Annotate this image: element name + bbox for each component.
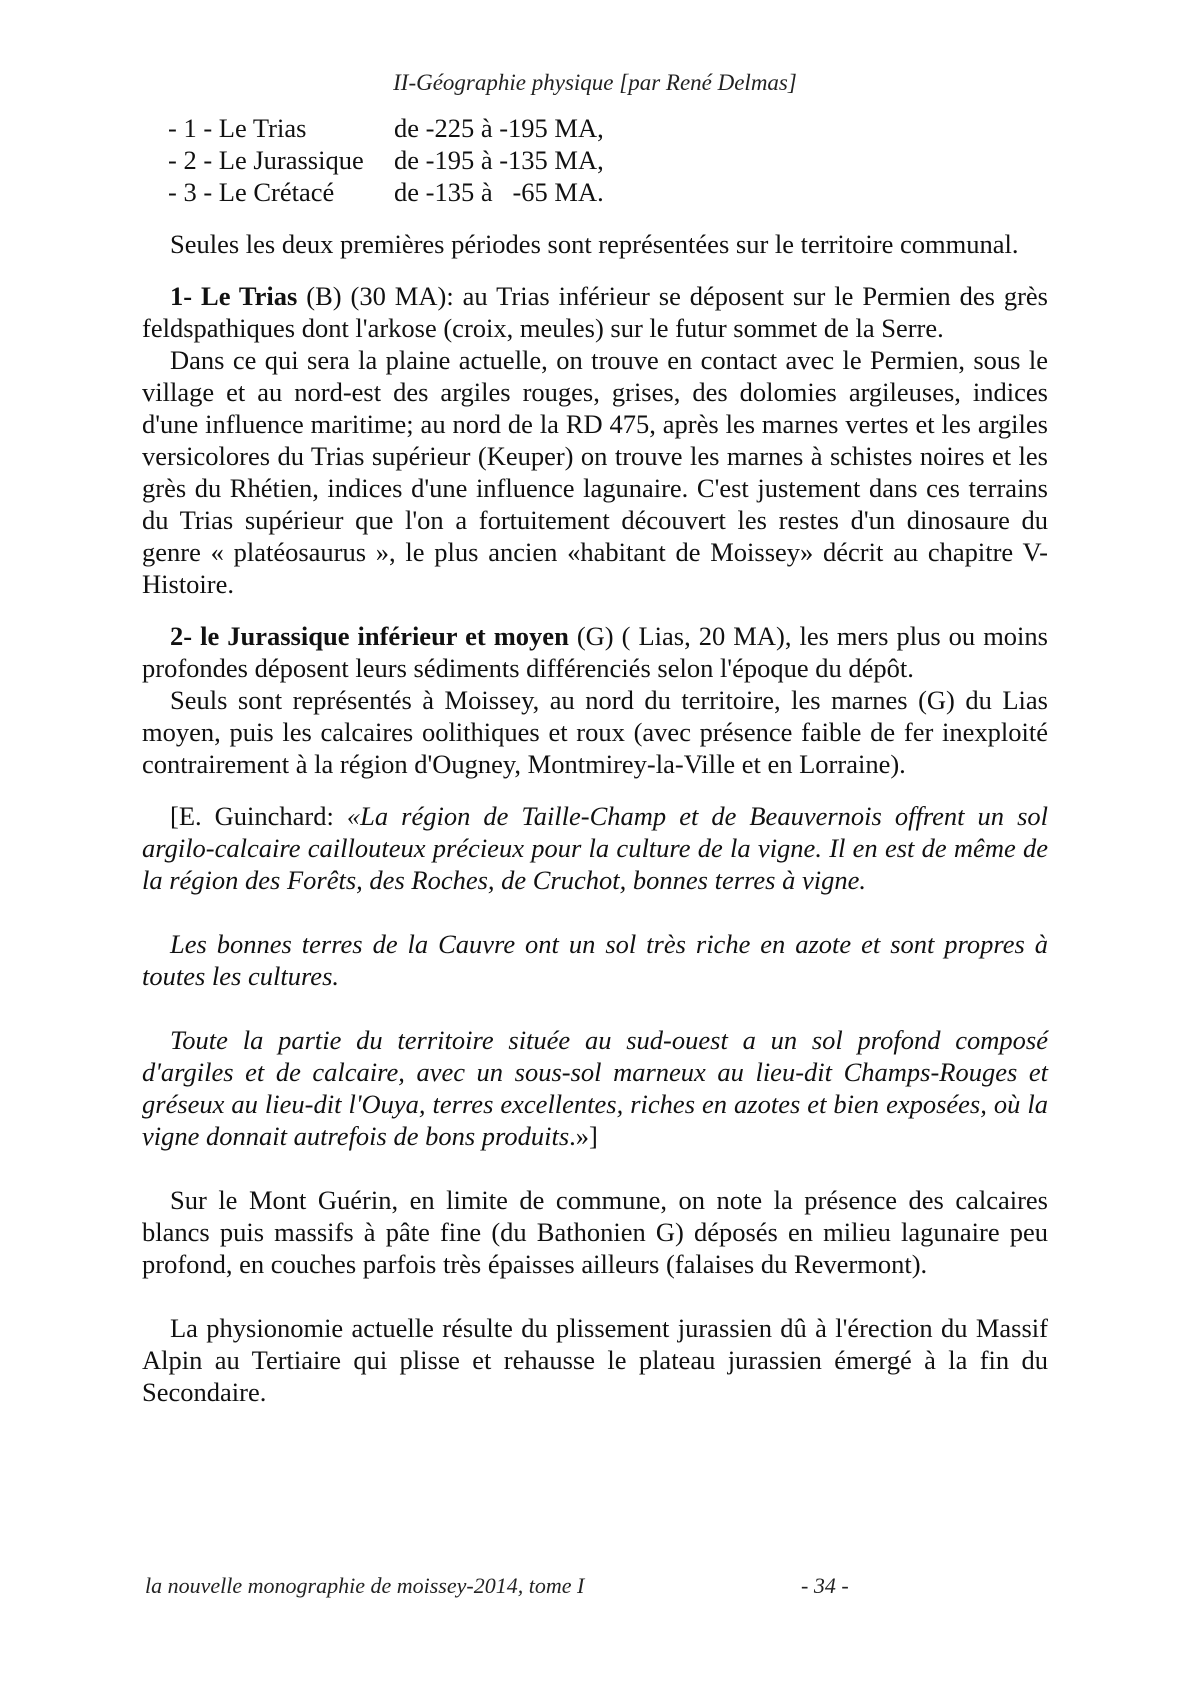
- quote-paragraph-1: [142, 800, 1048, 896]
- jurassique-lead-text: (G) ( Lias, 20 MA), les mers plus ou moins profondes déposent leurs sédiments différenciés selon l'époque du dépôt.: [142, 621, 1048, 683]
- period-row: [168, 144, 1048, 176]
- period-name: - 3 - Le Crétacé: [168, 177, 335, 207]
- period-name: - 2 - Le Jurassique: [168, 145, 364, 175]
- jurassique-heading: 2- le Jurassique inférieur et moyen: [170, 621, 569, 651]
- page-number: - 34 -: [801, 1573, 849, 1598]
- jurassique-paragraph: [142, 620, 1048, 684]
- period-row: [168, 112, 1048, 144]
- trias-lead-text: (B) (30 MA): au Trias inférieur se déposent sur le Permien des grès feldspathiques dont l'arkose (croix, meules) sur le futur sommet de la Serre.: [142, 281, 1048, 343]
- period-row: [168, 176, 1048, 208]
- trias-paragraph: [142, 280, 1048, 344]
- footer-title: la nouvelle monographie de moissey-2014, tome I: [145, 1573, 585, 1598]
- quote-text-3: Toute la partie du territoire située au sud-ouest a un sol profond composé d'argiles et de calcaire, avec un sous-sol marneux au lieu-dit Champs-Rouges et gréseux au lieu-dit l'Ouya, terres excellentes, riches en azotes et bien exposées, où la vigne donnait autrefois de bons produits: [142, 1025, 1048, 1151]
- trias-detail-paragraph: Dans ce qui sera la plaine actuelle, on trouve en contact avec le Permien, sous le village et au nord-est des argiles rouges, grises, des dolomies argileuses, indices d'une influence maritime; au nord de la RD 475, après les marnes vertes et les argiles versicolores du Trias supérieur (Keuper) on trouve les marnes à schistes noires et les grès du Rhétien, indices d'une influence lagunaire. C'est justement dans ces terrains du Trias supérieur que l'on a fortuitement découvert les restes d'un dinosaure du genre « platéosaurus », le plus ancien «habitant de Moissey» décrit au chapitre V-Histoire.: [142, 345, 1048, 599]
- mont-guerin-paragraph: Sur le Mont Guérin, en limite de commune, on note la présence des calcaires blancs puis massifs à pâte fine (du Bathonien G) déposés en milieu lagunaire peu profond, en couches parfois très épaisses ailleurs (falaises du Revermont).: [142, 1185, 1048, 1279]
- trias-heading: 1- Le Trias: [170, 281, 298, 311]
- running-header: II-Géographie physique [par René Delmas]: [393, 70, 797, 95]
- period-range: de -195 à -135 MA,: [394, 145, 604, 175]
- quote-paragraph-2: Les bonnes terres de la Cauvre ont un sol très riche en azote et sont propres à toutes les cultures.: [142, 929, 1048, 991]
- quote-text-1: «La région de Taille-Champ et de Beauvernois offrent un sol argilo-calcaire caillouteux précieux pour la culture de la vigne. Il en est de même de la région des Forêts, des Roches, de Cruchot, bonnes terres à vigne.: [142, 801, 1048, 895]
- quote-attribution: [E. Guinchard:: [170, 801, 347, 831]
- quote-paragraph-3: [142, 1024, 1048, 1152]
- quote-close: .»]: [569, 1121, 598, 1151]
- geologic-periods-list: [168, 112, 1048, 208]
- intro-paragraph: Seules les deux premières périodes sont représentées sur le territoire communal.: [170, 229, 1019, 259]
- jurassique-detail-paragraph: Seuls sont représentés à Moissey, au nord du territoire, les marnes (G) du Lias moyen, puis les calcaires oolithiques et roux (avec présence faible de fer inexploité contrairement à la région d'Ougney, Montmirey-la-Ville et en Lorraine).: [142, 685, 1048, 779]
- page-body: [142, 112, 1048, 1408]
- period-range: de -225 à -195 MA,: [394, 113, 604, 143]
- physionomie-paragraph: La physionomie actuelle résulte du plissement jurassien dû à l'érection du Massif Alpin au Tertiaire qui plisse et rehausse le plateau jurassien émergé à la fin du Secondaire.: [142, 1313, 1048, 1407]
- period-name: - 1 - Le Trias: [168, 113, 307, 143]
- period-range: de -135 à -65 MA.: [394, 177, 604, 207]
